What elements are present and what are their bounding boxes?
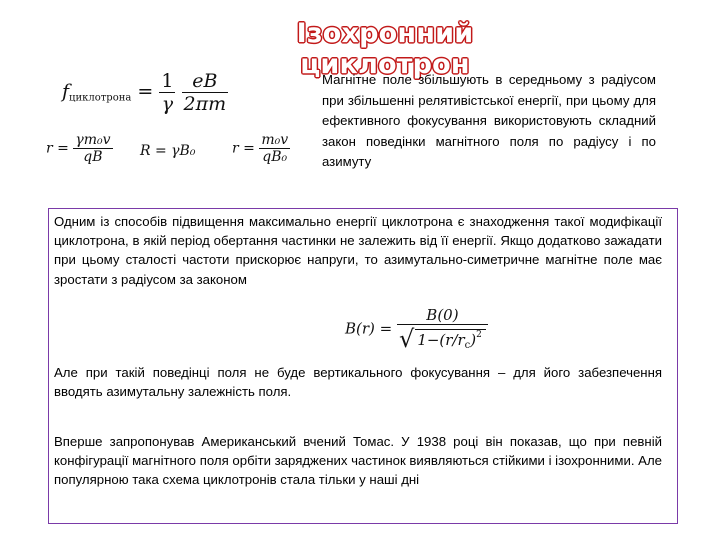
r2-lhs: r = <box>232 140 255 157</box>
r1-lhs: r = <box>46 140 69 157</box>
field-expr: R = γB₀ <box>140 143 196 159</box>
b-den-close: ) <box>470 331 477 349</box>
right-paragraph: Магнітне поле збільшують в середньому з радіусом при збільшенні релятивістської енергії, при цьому для ефективного фокусування використовують складний закон поведінки магнітного поля по радіусу і по азимуту <box>322 72 656 169</box>
radius-formula-1 <box>46 132 113 165</box>
r1-num: γm₀v <box>75 132 111 148</box>
radius-formula-2 <box>232 132 290 165</box>
b-num: B(0) <box>397 306 488 325</box>
paragraph-1: Одним із способів підвищення максимально енергії циклотрона є знаходження такої модифікації циклотрона, в якій період обертання частинки не залежить від її енергії. Якщо додатково зажадати при цьому сталості частоти прискорює напруги, то азимутально-симетричне магнітне поле має зростати з радіусом за законом <box>54 214 662 287</box>
frequency-formula <box>62 70 228 115</box>
freq-subscript: циклотрона <box>69 92 132 104</box>
b-den-sub: c <box>464 340 471 351</box>
b-den-inner: 1−(r/r <box>417 331 465 349</box>
b-den-exp: 2 <box>476 330 482 340</box>
freq-den2: 2πm <box>183 93 227 115</box>
sqrt-icon: √ <box>399 325 415 353</box>
b-lhs: B(r) = <box>345 319 393 338</box>
field-radius-formula <box>345 306 488 353</box>
r2-den: qB₀ <box>262 149 288 165</box>
freq-lhs: f <box>62 80 70 103</box>
freq-equals: = <box>137 80 154 103</box>
freq-num1: 1 <box>161 70 174 92</box>
freq-den1: γ <box>161 93 174 115</box>
slide-title: Ізохронний циклотрон <box>296 18 474 80</box>
paragraph-2: Але при такій поведінці поля не буде вертикального фокусування – для його забезпечення вводять азимутальну залежність поля. <box>54 365 662 400</box>
field-formula <box>140 143 195 159</box>
r2-num: m₀v <box>261 132 289 148</box>
r1-den: qB <box>83 149 103 165</box>
freq-num2: eB <box>182 70 229 93</box>
paragraph-3: Вперше запропонував Американський вчений Томас. У 1938 році він показав, що при певній конфігурації магнітного поля орбіти заряджених частинок виявляються стійкими і ізохронними. Але популярною така схема циклотронів стала тільки у наші дні <box>54 434 662 488</box>
